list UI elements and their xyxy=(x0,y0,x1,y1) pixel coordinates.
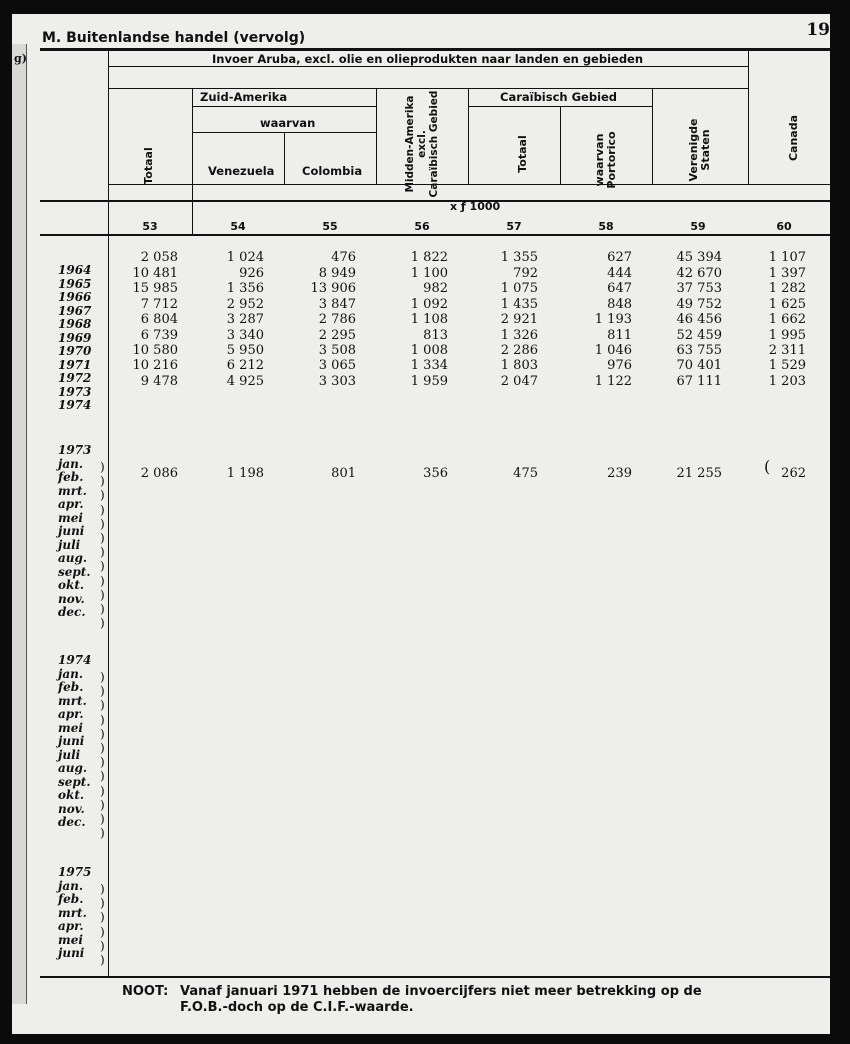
cell-verenigde-staten: 37 753 xyxy=(676,281,722,297)
cell-portorico: 239 xyxy=(607,466,632,481)
cell-totaal-zuid-amerika: 6 804 xyxy=(140,312,178,328)
cell-colombia: 2 786 xyxy=(318,312,356,328)
month-label: juli xyxy=(58,537,81,552)
cell-venezuela: 6 212 xyxy=(226,358,264,374)
cell-portorico: 647 xyxy=(607,281,632,297)
cell-venezuela: 1 356 xyxy=(226,281,264,297)
footnote-label: NOOT: xyxy=(122,984,169,999)
col-num-56: 56 xyxy=(414,220,430,233)
month-label: juli xyxy=(58,747,81,762)
month-label: sept. xyxy=(58,564,91,579)
month-label: apr. xyxy=(58,919,84,933)
cell-totaal-caraibisch: 2 286 xyxy=(500,343,538,358)
cell-venezuela: 2 952 xyxy=(226,296,264,312)
month-label: jan. xyxy=(58,666,84,681)
cell-verenigde-staten: 70 401 xyxy=(676,358,722,374)
month-label: mei xyxy=(58,510,83,525)
page-heading: M. Buitenlandse handel (vervolg) xyxy=(42,30,306,46)
year-label: 1965 xyxy=(58,276,92,291)
month-label: feb. xyxy=(58,892,84,906)
year-label: 1966 xyxy=(58,290,92,304)
col-num-53: 53 xyxy=(142,220,158,233)
cell-colombia: 3 847 xyxy=(318,296,356,312)
cell-portorico: 1 193 xyxy=(594,312,632,328)
col-num-60: 60 xyxy=(776,220,792,233)
col-rule-2 xyxy=(284,132,285,184)
month-label: jan. xyxy=(58,878,84,893)
col-rule-6 xyxy=(652,88,653,184)
cell-canada: 2 311 xyxy=(768,343,806,358)
unit-rule xyxy=(108,184,830,185)
colnum-bottom-rule xyxy=(40,234,830,236)
cell-portorico: 811 xyxy=(607,327,632,343)
cell-totaal-caraibisch: 1 803 xyxy=(500,358,538,374)
group-caraibisch: Caraïbisch Gebied xyxy=(500,90,618,104)
cell-canada: 1 107 xyxy=(768,250,806,265)
cell-totaal-caraibisch: 1 075 xyxy=(500,281,538,297)
month-label: dec. xyxy=(58,605,86,619)
month-label: okt. xyxy=(58,788,85,802)
year-label: 1967 xyxy=(58,303,92,318)
left-margin-text: g) xyxy=(14,52,27,65)
cell-verenigde-staten: 49 752 xyxy=(676,296,722,312)
month-label: okt. xyxy=(58,578,85,592)
col-rule-1 xyxy=(192,88,193,234)
month-label: mrt. xyxy=(58,693,87,708)
caption-rule xyxy=(108,66,748,67)
cell-verenigde-staten: 21 255 xyxy=(676,466,722,481)
month-label: apr. xyxy=(58,707,84,721)
cell-canada: 1 662 xyxy=(768,312,806,328)
month-label: mei xyxy=(58,720,83,735)
cell-canada: 1 203 xyxy=(768,373,806,389)
year-label: 1968 xyxy=(58,317,92,331)
cell-colombia: 3 303 xyxy=(318,373,356,389)
cell-canada: 1 529 xyxy=(768,358,806,374)
month-label: nov. xyxy=(58,591,85,606)
month-label: aug. xyxy=(58,551,88,565)
cell-portorico: 444 xyxy=(607,266,632,281)
cell-venezuela: 926 xyxy=(239,266,264,281)
cell-verenigde-staten: 45 394 xyxy=(676,250,722,265)
month-label: mrt. xyxy=(58,483,87,498)
year-label: 1975 xyxy=(58,865,92,879)
cell-canada: 1 995 xyxy=(768,327,806,343)
cell-colombia: 3 508 xyxy=(318,343,356,358)
cell-totaal-caraibisch: 2 921 xyxy=(500,312,538,328)
col-rule-7 xyxy=(748,51,749,184)
month-label: aug. xyxy=(58,761,88,775)
cell-verenigde-staten: 46 456 xyxy=(676,312,722,328)
table-bottom-rule xyxy=(40,976,830,978)
cell-verenigde-staten: 42 670 xyxy=(676,266,722,281)
year-label: 1969 xyxy=(58,330,92,345)
cell-totaal-zuid-amerika: 2 058 xyxy=(140,250,178,265)
col-header-54: Venezuela xyxy=(208,164,275,178)
cell-totaal-zuid-amerika: 7 712 xyxy=(140,296,178,312)
cell-totaal-zuid-amerika: 10 580 xyxy=(132,343,178,358)
cell-midden-amerika: 1 822 xyxy=(410,250,448,265)
cell-colombia: 3 065 xyxy=(318,358,356,374)
col-header-58: waarvan Portorico xyxy=(593,131,618,189)
cell-totaal-zuid-amerika: 9 478 xyxy=(140,373,178,389)
cell-midden-amerika: 1 008 xyxy=(410,343,448,358)
cell-venezuela: 1 024 xyxy=(226,250,264,265)
year-label: 1970 xyxy=(58,344,92,358)
col-rule-5 xyxy=(560,106,561,184)
cell-portorico: 1 046 xyxy=(594,343,632,358)
col-num-58: 58 xyxy=(598,220,614,233)
month-label: feb. xyxy=(58,470,84,484)
cell-portorico: 1 122 xyxy=(594,373,632,389)
block-1975-labels xyxy=(58,866,91,961)
cell-canada: 1 625 xyxy=(768,296,806,312)
cell-midden-amerika: 1 100 xyxy=(410,266,448,281)
cell-verenigde-staten: 52 459 xyxy=(676,327,722,343)
group-waarvan: waarvan xyxy=(260,116,316,130)
month-label: juni xyxy=(58,524,85,538)
footnote-line-2: F.O.B.-doch op de C.I.F.-waarde. xyxy=(180,1000,414,1015)
top-rule xyxy=(40,48,830,51)
cell-verenigde-staten: 67 111 xyxy=(676,373,722,389)
month-label: nov. xyxy=(58,801,85,816)
block-1973-labels xyxy=(58,444,91,620)
cell-portorico: 976 xyxy=(607,358,632,374)
year-label: 1971 xyxy=(58,357,92,372)
cell-venezuela: 4 925 xyxy=(226,373,264,389)
year-label: 1964 xyxy=(58,263,92,277)
month-label: feb. xyxy=(58,680,84,694)
month-label: mei xyxy=(58,932,83,947)
year-label: 1974 xyxy=(58,398,92,412)
cell-totaal-caraibisch: 792 xyxy=(513,266,538,281)
cell-totaal-zuid-amerika: 15 985 xyxy=(132,281,178,297)
cell-midden-amerika: 813 xyxy=(423,327,448,343)
unit-label: x ƒ 1000 xyxy=(450,200,501,213)
cell-midden-amerika: 356 xyxy=(423,466,448,481)
cell-totaal-caraibisch: 1 355 xyxy=(500,250,538,265)
year-label: 1972 xyxy=(58,371,92,385)
cell-portorico: 627 xyxy=(607,250,632,265)
cell-colombia: 2 295 xyxy=(318,327,356,343)
cell-canada: 1 397 xyxy=(768,266,806,281)
month-label: sept. xyxy=(58,774,91,789)
cell-venezuela: 1 198 xyxy=(226,466,264,481)
waarvan-rule xyxy=(192,106,376,107)
col-num-59: 59 xyxy=(690,220,706,233)
col-header-59: Verenigde Staten xyxy=(687,118,712,182)
year-labels-annual xyxy=(58,264,91,413)
footnote-line-1: Vanaf januari 1971 hebben de invoercijfers niet meer betrekking op de xyxy=(180,984,702,999)
cell-totaal-caraibisch: 475 xyxy=(513,466,538,481)
cell-totaal-caraibisch: 2 047 xyxy=(500,373,538,389)
month-label: jan. xyxy=(58,456,84,471)
previous-page-edge xyxy=(12,44,27,1004)
cell-colombia: 801 xyxy=(331,466,356,481)
cell-canada: 262 xyxy=(781,466,806,481)
month-label: mrt. xyxy=(58,905,87,920)
page-number: 19 xyxy=(806,20,830,40)
cell-totaal-zuid-amerika: 10 216 xyxy=(132,358,178,374)
cell-colombia: 13 906 xyxy=(310,281,356,297)
col-header-53: Totaal xyxy=(142,147,155,185)
cell-midden-amerika: 1 959 xyxy=(410,373,448,389)
col-header-57: Totaal xyxy=(516,135,529,173)
document-page xyxy=(12,14,830,1034)
cell-midden-amerika: 1 334 xyxy=(410,358,448,374)
month-label: apr. xyxy=(58,497,84,511)
cell-midden-amerika: 1 108 xyxy=(410,312,448,328)
cell-colombia: 8 949 xyxy=(318,266,356,281)
cell-totaal-zuid-amerika: 2 086 xyxy=(140,466,178,481)
cell-venezuela: 5 950 xyxy=(226,343,264,358)
col-header-56: Midden-Amerika excl. Caraïbisch Gebied xyxy=(404,90,440,198)
year-label: 1974 xyxy=(58,653,92,667)
month-label: dec. xyxy=(58,815,86,829)
year-label: 1973 xyxy=(58,443,92,457)
footnote xyxy=(122,984,702,1016)
cell-midden-amerika: 982 xyxy=(423,281,448,297)
col-num-57: 57 xyxy=(506,220,522,233)
cell-totaal-zuid-amerika: 10 481 xyxy=(132,266,178,281)
group-zuid-amerika: Zuid-Amerika xyxy=(200,90,288,104)
cell-totaal-caraibisch: 1 326 xyxy=(500,327,538,343)
col-header-55: Colombia xyxy=(302,164,363,178)
year-label: 1973 xyxy=(58,384,92,399)
cell-colombia: 476 xyxy=(331,250,356,265)
brace-1974: ) ) ) ) ) ) ) ) ) ) ) ) xyxy=(100,670,105,841)
cell-portorico: 848 xyxy=(607,296,632,312)
cell-totaal-caraibisch: 1 435 xyxy=(500,296,538,312)
col-rule-4 xyxy=(468,88,469,184)
cell-totaal-zuid-amerika: 6 739 xyxy=(140,327,178,343)
col-num-55: 55 xyxy=(322,220,338,233)
brace-1975: ) ) ) ) ) ) xyxy=(100,882,105,968)
brace-1973: ) ) ) ) ) ) ) ) ) ) ) ) xyxy=(100,460,105,631)
brace-canada-1973: ( xyxy=(764,457,771,476)
col-num-54: 54 xyxy=(230,220,246,233)
cell-canada: 1 282 xyxy=(768,281,806,297)
col-rule-3 xyxy=(376,88,377,184)
cell-midden-amerika: 1 092 xyxy=(410,296,448,312)
month-label: juni xyxy=(58,734,85,748)
col-rule-0 xyxy=(108,51,109,976)
col-header-60: Canada xyxy=(787,114,800,162)
table-caption: Invoer Aruba, excl. olie en olieprodukten naar landen en gebieden xyxy=(212,52,644,66)
cell-verenigde-staten: 63 755 xyxy=(676,343,722,358)
cell-venezuela: 3 287 xyxy=(226,312,264,328)
cell-venezuela: 3 340 xyxy=(226,327,264,343)
block-1974-labels xyxy=(58,654,91,830)
month-label: juni xyxy=(58,946,85,960)
